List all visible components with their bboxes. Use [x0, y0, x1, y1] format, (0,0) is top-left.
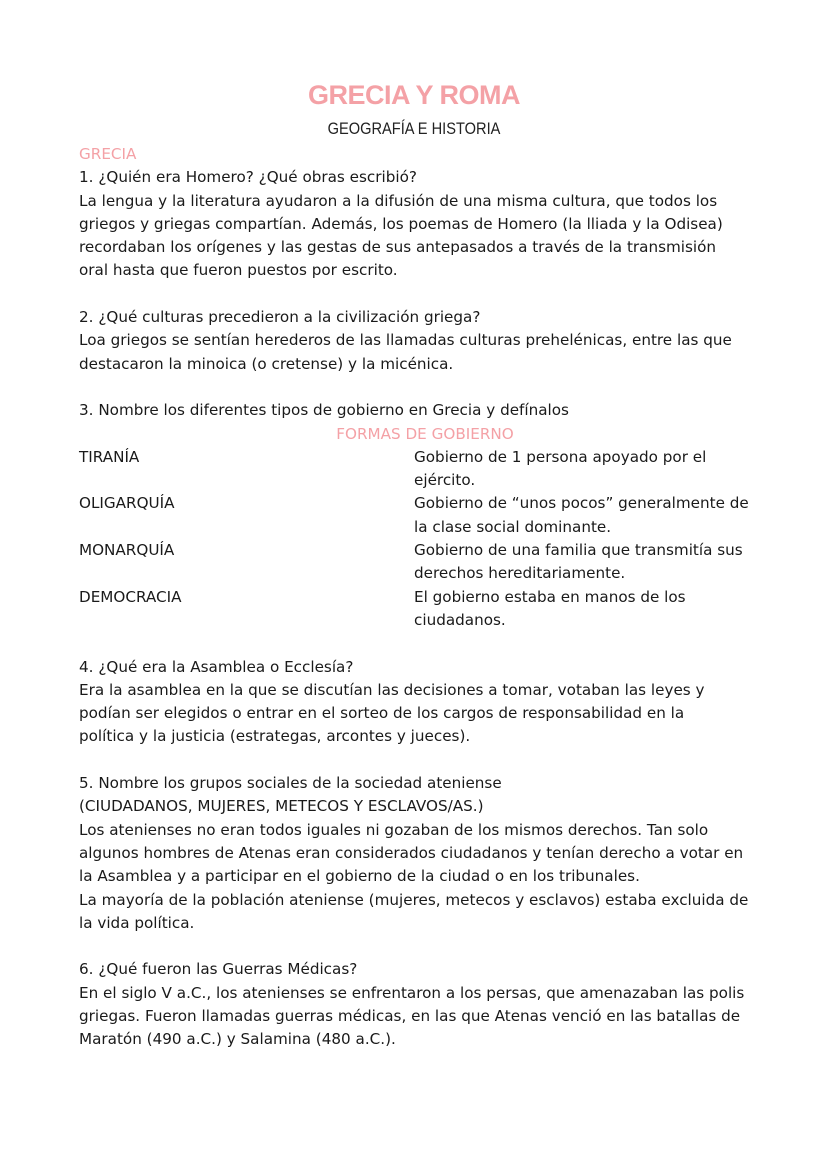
document-body: [79, 143, 751, 1052]
answer-5-line: La mayoría de la población ateniense (mujeres, metecos y esclavos) estaba excluida de: [79, 890, 749, 909]
spacer: [79, 632, 751, 655]
definition-line: Gobierno de 1 persona apoyado por el: [414, 447, 707, 466]
question-4: 4. ¿Qué era la Asamblea o Ecclesía?: [79, 657, 354, 676]
question-5-subline: (CIUDADANOS, MUJERES, METECOS Y ESCLAVOS/AS.): [79, 797, 484, 816]
table-row: [79, 539, 751, 586]
definition-line: Gobierno de una familia que transmitía sus: [414, 541, 743, 560]
answer-1-line: recordaban los orígenes y las gestas de sus antepasados a través de la transmisión: [79, 238, 717, 257]
table-row: [79, 446, 751, 493]
government-definition: [414, 492, 751, 539]
spacer: [79, 283, 751, 306]
government-table: [79, 446, 751, 632]
answer-4-line: podían ser elegidos o entrar en el sorteo de los cargos de responsabilidad en la: [79, 704, 685, 723]
government-definition: [414, 586, 751, 633]
answer-1-line: oral hasta que fueron puestos por escrito.: [79, 261, 398, 280]
answer-5-line: la Asamblea y a participar en el gobierno de la ciudad o en los tribunales.: [79, 867, 640, 886]
definition-line: Gobierno de “unos pocos” generalmente de: [414, 494, 749, 513]
document-subtitle: GEOGRAFÍA E HISTORIA: [327, 119, 501, 138]
spacer: [79, 749, 751, 772]
answer-6-line: En el siglo V a.C., los atenienses se enfrentaron a los persas, que amenazaban las polis: [79, 983, 745, 1002]
question-5: 5. Nombre los grupos sociales de la sociedad ateniense: [79, 774, 502, 793]
document-title: GRECIA Y ROMA: [307, 80, 521, 110]
question-6: 6. ¿Qué fueron las Guerras Médicas?: [79, 960, 358, 979]
question-2: 2. ¿Qué culturas precedieron a la civilización griega?: [79, 308, 481, 327]
table-row: [79, 492, 751, 539]
government-definition: [414, 446, 751, 493]
table-row: [79, 586, 751, 633]
answer-6-line: Maratón (490 a.C.) y Salamina (480 a.C.).: [79, 1030, 396, 1049]
answer-6-line: griegas. Fueron llamadas guerras médicas, en las que Atenas venció en las batallas de: [79, 1006, 741, 1025]
government-table-title: FORMAS DE GOBIERNO: [336, 424, 514, 443]
government-term: DEMOCRACIA: [79, 587, 182, 606]
answer-5-line: la vida política.: [79, 913, 195, 932]
question-1: 1. ¿Quién era Homero? ¿Qué obras escribió?: [79, 168, 417, 187]
answer-5-line: Los atenienses no eran todos iguales ni gozaban de los mismos derechos. Tan solo: [79, 820, 709, 839]
definition-line: derechos hereditariamente.: [414, 564, 626, 583]
answer-2-line: Loa griegos se sentían herederos de las llamadas culturas prehelénicas, entre las que: [79, 331, 732, 350]
government-term: TIRANÍA: [79, 447, 140, 466]
definition-line: la clase social dominante.: [414, 517, 612, 536]
section-heading: GRECIA: [79, 145, 137, 163]
definition-line: ciudadanos.: [414, 610, 506, 629]
question-3: 3. Nombre los diferentes tipos de gobierno en Grecia y defínalos: [79, 401, 569, 420]
government-definition: [414, 539, 751, 586]
government-term: MONARQUÍA: [79, 541, 175, 560]
answer-5-line: algunos hombres de Atenas eran considerados ciudadanos y tenían derecho a votar en: [79, 843, 744, 862]
answer-1-line: La lengua y la literatura ayudaron a la difusión de una misma cultura, que todos los: [79, 191, 718, 210]
answer-4-line: Era la asamblea en la que se discutían las decisiones a tomar, votaban las leyes y: [79, 680, 705, 699]
answer-1-line: griegos y griegas compartían. Además, los poemas de Homero (la lliada y la Odisea): [79, 214, 723, 233]
definition-line: ejército.: [414, 471, 476, 490]
definition-line: El gobierno estaba en manos de los: [414, 587, 686, 606]
government-term: OLIGARQUÍA: [79, 494, 175, 513]
answer-2-line: destacaron la minoica (o cretense) y la micénica.: [79, 354, 454, 373]
spacer: [79, 935, 751, 958]
spacer: [79, 376, 751, 399]
answer-4-line: política y la justicia (estrategas, arcontes y jueces).: [79, 727, 471, 746]
